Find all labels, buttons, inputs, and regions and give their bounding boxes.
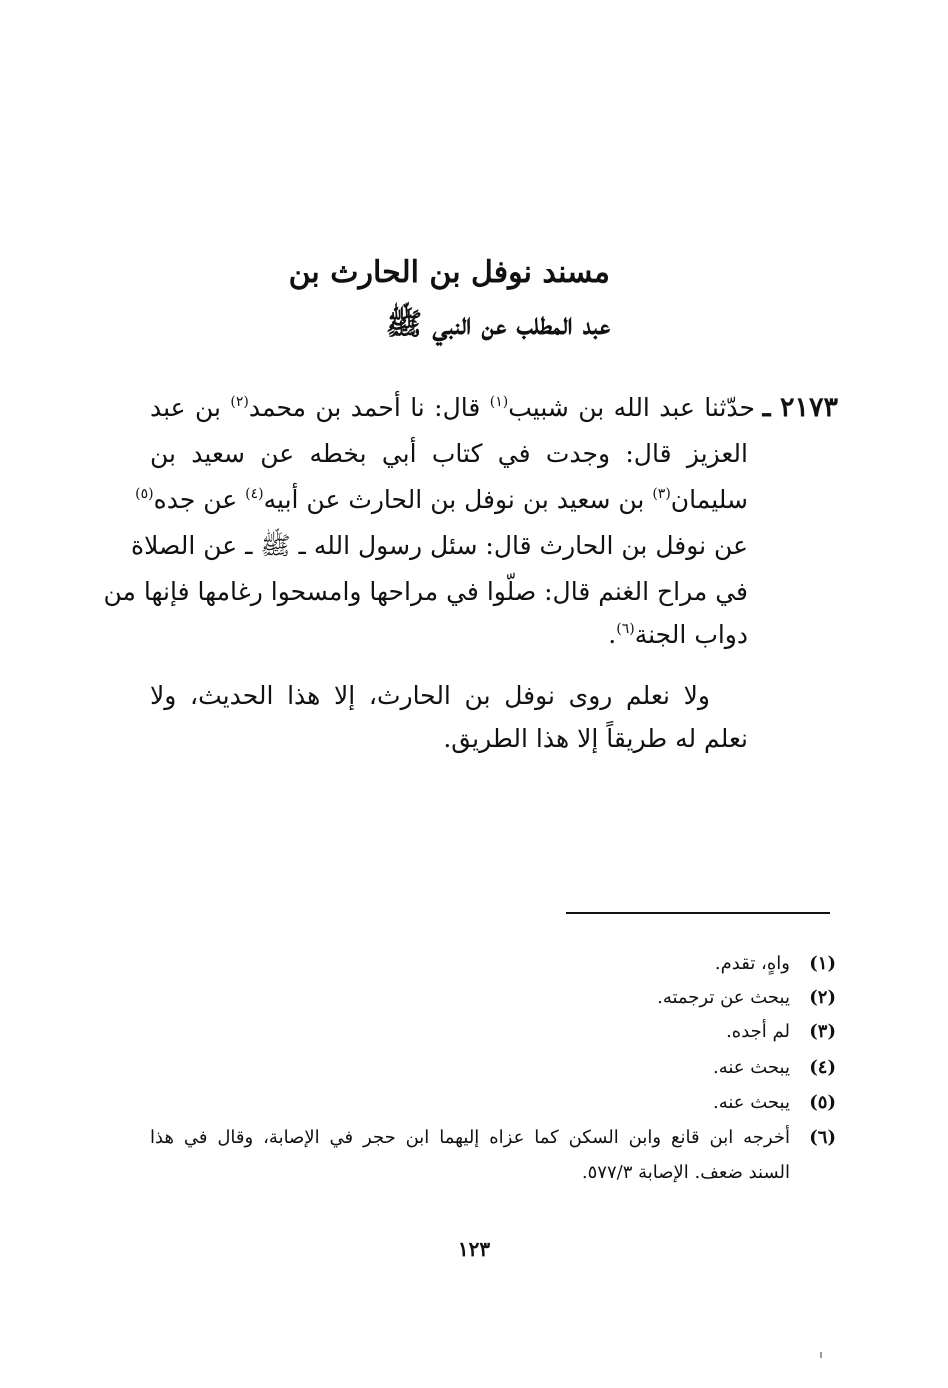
hadith-line-5: في مراح الغنم قال: صلّوا في مراحها وامسحوا رغامها فإنها من [103,577,748,606]
footnote-ref-2[interactable]: (٢) [230,394,249,410]
chapter-title-line-1: مسند نوفل بن الحارث بن [288,255,610,290]
footnote-number-2: (٢) [809,987,836,1008]
footnote-text-6: أخرجه ابن قانع وابن السكن كما عزاه إليهما ابن حجر في الإصابة، وقال في هذا [150,1127,790,1148]
footnote-ref-6[interactable]: (٦) [616,621,635,637]
footnote-text-3: لم أجده. [726,1021,790,1042]
hadith-line-6: دواب الجنة$^{(٦)}$. [608,620,748,649]
footnote-ref-4[interactable]: (٤) [245,486,264,502]
page-number: ١٢٣ [457,1237,491,1261]
footnote-number-6: (٦) [809,1127,836,1148]
hadith-line-2: العزيز قال: وجدت في كتاب أبي بخطه عن سعيد بن [150,439,748,468]
author-note-line-1: ولا نعلم روى نوفل بن الحارث، إلا هذا الحديث، ولا [150,681,710,710]
footnote-number-5: (٥) [809,1092,836,1113]
scan-speck [820,1352,822,1358]
chapter-title-line-2: عبد المطلب عن النبي ﷺ [385,307,610,342]
footnote-text-5: يبحث عنه. [712,1092,790,1113]
footnote-text-1: واهٍ، تقدم. [714,953,790,974]
footnote-text-2: يبحث عن ترجمته. [657,987,790,1008]
hadith-line-3: سليمان$^{(٣)}$ بن سعيد بن نوفل بن الحارث عن أبيه$^{(٤)}$ عن جده$^{(٥)}$ [135,485,748,514]
hadith-line-4: عن نوفل بن الحارث قال: سئل رسول الله ـ ﷺ ـ عن الصلاة [131,531,748,560]
author-note-line-2: نعلم له طريقاً إلا هذا الطريق. [443,724,748,753]
footnote-ref-3[interactable]: (٣) [652,486,671,502]
footnote-number-3: (٣) [809,1021,836,1042]
footnote-number-1: (١) [809,953,836,974]
hadith-line-1: حدّثنا عبد الله بن شبيب$^{(١)}$ قال: نا أحمد بن محمد$^{(٢)}$ بن عبد [150,393,755,422]
hadith-number: ٢١٧٣ ـ [762,392,838,423]
footnote-number-4: (٤) [809,1057,836,1078]
footnote-text-4: يبحث عنه. [712,1057,790,1078]
footnote-text-6-continuation: السند ضعف. الإصابة ٥٧٧/٣. [581,1162,790,1183]
footnote-separator [566,912,830,914]
footnote-ref-1[interactable]: (١) [489,394,509,410]
footnote-ref-5[interactable]: (٥) [135,486,154,502]
